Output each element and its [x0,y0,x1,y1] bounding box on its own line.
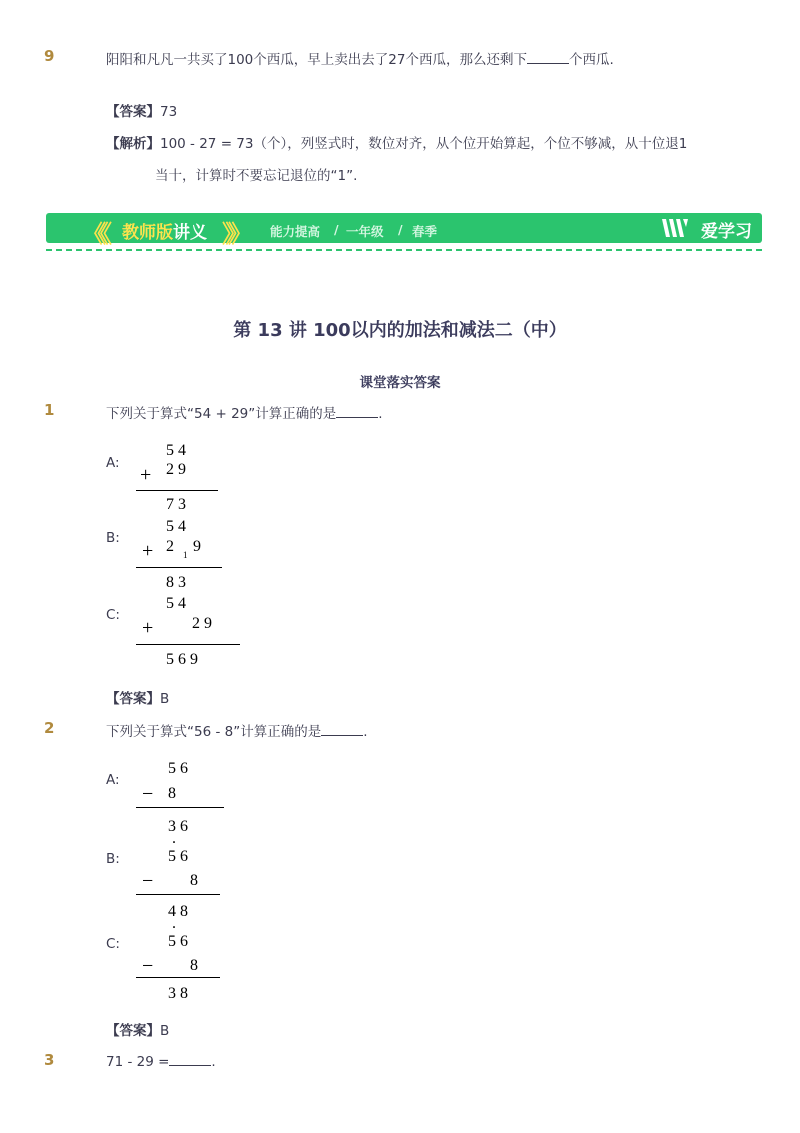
question-text-tail: . [211,1054,216,1070]
question-text [106,1052,216,1070]
calc-bottom-number: 8 [190,957,198,974]
question-text-main: 阳阳和凡凡一共买了100个西瓜，早上卖出去了27个西瓜，那么还剩下 [106,52,527,68]
vertical-calculation [136,518,226,594]
answer-value: 73 [160,104,178,120]
vertical-calculation [136,760,228,810]
analysis-text-continued: 当十，计算时不要忘记退位的“1”. [155,168,358,184]
answer-tag: 【答案】 [106,1023,160,1039]
calc-top-number: 5 6 [168,848,188,865]
banner-title: 教师版讲义 [122,223,207,243]
question-text-tail: . [378,406,383,422]
chevron-right-icon: 》》 [222,220,246,248]
calc-top-number: 5 4 [166,518,186,535]
breadcrumb-item: 春季 [412,224,438,239]
plus-operator: + [142,540,154,562]
plus-operator: + [140,464,152,486]
breadcrumb-item: 能力提高 [270,224,321,239]
calc-line [136,490,218,491]
answer-value: B [160,1023,170,1039]
answer-blank [336,404,378,418]
question-text [106,402,383,422]
carry-digit: 1 [183,550,188,560]
answer-tag: 【答案】 [106,104,160,120]
question-text [106,720,368,740]
answer-tag: 【答案】 [106,691,160,707]
calc-result: 3 8 [168,985,188,1002]
vertical-calculation [136,818,228,898]
divider [46,249,762,251]
answer-blank [169,1052,211,1066]
analysis-tag: 【解析】 [106,136,160,152]
calc-top-number: 5 6 [168,760,188,777]
question-text-tail: 个西瓜. [568,52,614,68]
calc-result: 8 3 [166,574,186,591]
vertical-calculation [136,595,246,673]
breadcrumb-item: 一年级 [346,224,384,239]
calc-line [136,644,240,645]
option-label: C: [106,936,120,952]
calc-bottom-number: 8 [190,872,198,889]
question-text-tail: . [363,724,368,740]
minus-operator: − [142,870,154,892]
minus-operator: − [142,955,154,977]
calc-bottom-number-ones: 9 [193,538,201,555]
answer-line [106,687,169,707]
lecture-banner [46,213,762,248]
option-label: C: [106,607,120,623]
calc-result: 7 3 [166,496,186,513]
calc-line [136,807,224,808]
option-label: A: [106,772,120,788]
question-text [106,48,614,68]
calc-bottom-number: 2 [166,538,174,555]
breadcrumb-separator: / [398,222,403,237]
calc-line [136,567,222,568]
calc-line [136,977,220,978]
brand-name: 爱学习 [701,222,752,242]
chevron-left-icon: 《《 [82,220,106,248]
answer-value: B [160,691,170,707]
calc-top-number: 5 4 [166,595,186,612]
question-number: 3 [44,1051,55,1069]
vertical-calculation [136,903,228,1008]
plus-operator: + [142,617,154,639]
calc-top-number: 5 4 [166,442,186,459]
calc-bottom-number: 8 [168,785,176,802]
question-text-main: 71 - 29 = [106,1054,170,1070]
question-number: 2 [44,719,55,737]
calc-working-number: 4 8 [168,903,188,920]
question-text-main: 下列关于算式“56 - 8”计算正确的是 [106,724,322,740]
minus-operator: − [142,783,154,805]
option-label: A: [106,455,120,471]
breadcrumb-separator: / [334,222,339,237]
question-number: 9 [44,47,55,65]
analysis-line [106,132,687,152]
section-subtitle: 课堂落实答案 [359,375,441,391]
brand-logo-icon [660,217,690,239]
calc-bottom-number: 2 9 [192,615,212,632]
borrow-dot: . [172,830,176,847]
answer-blank [321,722,363,736]
option-label: B: [106,530,120,546]
answer-line [106,100,177,120]
calc-result: 5 6 9 [166,651,198,668]
answer-blank [527,50,569,64]
question-number: 1 [44,401,55,419]
borrow-dot: . [172,915,176,932]
calc-working-number: 3 6 [168,818,188,835]
question-text-main: 下列关于算式“54 + 29”计算正确的是 [106,406,337,422]
vertical-calculation [136,442,226,518]
page-title: 第 13 讲 100以内的加法和减法二（中） [233,320,567,341]
calc-bottom-number: 2 9 [166,461,186,478]
answer-line [106,1019,169,1039]
option-label: B: [106,851,120,867]
calc-top-number: 5 6 [168,933,188,950]
analysis-text: 100 - 27 = 73（个），列竖式时，数位对齐，从个位开始算起，个位不够减，从十位退1 [160,136,688,152]
calc-line [136,894,220,895]
